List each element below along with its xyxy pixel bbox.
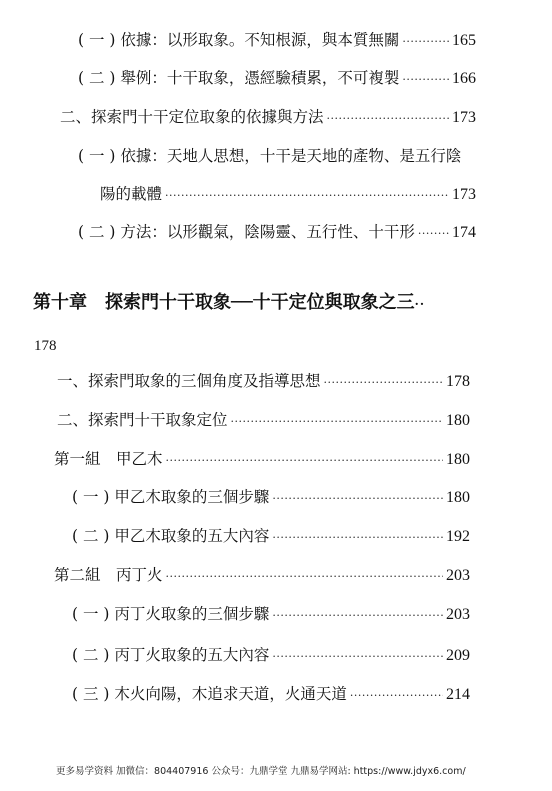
leader-dots xyxy=(231,412,443,432)
entry-text: ( 一 ) 依據：以形取象。不知根源，與本質無關 xyxy=(78,31,400,49)
page-number: 173 xyxy=(452,186,476,203)
toc-entry-4-line1 xyxy=(78,146,461,166)
leader-dots xyxy=(166,567,443,587)
page-number: 174 xyxy=(452,224,476,241)
entry-text: 第二組 丙丁火 xyxy=(54,566,163,584)
page-number: 180 xyxy=(446,412,470,429)
leader-dots xyxy=(402,32,449,52)
toc-entry-11 xyxy=(54,565,470,587)
page-number: 180 xyxy=(446,489,470,506)
page-number: 166 xyxy=(452,70,476,87)
entry-text: ( 一 ) 依據：天地人思想，十干是天地的產物、是五行陰 xyxy=(78,147,462,165)
footer-watermark: 更多易学资料 加微信：804407916 公众号：九鼎学堂 九鼎易学网站: https://www.jdyx6.com/ xyxy=(56,766,466,777)
entry-text: ( 二 ) 方法：以形觀氣，陰陽靈、五行性、十干形 xyxy=(78,223,415,241)
toc-entry-13 xyxy=(72,645,470,667)
entry-text: ( 二 ) 丙丁火取象的五大內容 xyxy=(72,646,270,664)
toc-entry-7 xyxy=(57,410,470,432)
toc-entry-10 xyxy=(72,526,470,548)
toc-entry-1 xyxy=(78,30,476,52)
page-number: 214 xyxy=(446,686,470,703)
toc-entry-6 xyxy=(57,371,470,393)
leader-dots xyxy=(402,70,449,90)
entry-text: 第一組 甲乙木 xyxy=(54,450,163,468)
leader-dots xyxy=(324,373,443,393)
toc-entry-5 xyxy=(78,222,476,244)
entry-text: ( 一 ) 甲乙木取象的三個步驟 xyxy=(72,488,270,506)
page-number: 178 xyxy=(446,373,470,390)
leader-dots xyxy=(166,451,443,471)
chapter-heading xyxy=(33,288,425,314)
toc-entry-12 xyxy=(72,604,470,626)
toc-entry-4-line2 xyxy=(100,184,476,206)
entry-text: ( 三 ) 木火向陽，木追求天道，火通天道 xyxy=(72,685,347,703)
page-number: 209 xyxy=(446,647,470,664)
toc-entry-14 xyxy=(72,684,470,706)
toc-entry-9 xyxy=(72,487,470,509)
leader-dots xyxy=(272,606,443,626)
chapter-title: 第十章 探索門十干取象──十干定位與取象之三 xyxy=(33,292,415,313)
toc-entry-2 xyxy=(78,68,476,90)
page-number: 165 xyxy=(452,32,476,49)
leader-dots xyxy=(165,186,449,206)
entry-text: 二、探索門十干取象定位 xyxy=(57,411,228,429)
entry-text: 二、探索門十干定位取象的依據與方法 xyxy=(60,108,324,126)
page-number: 203 xyxy=(446,606,470,623)
leader-dots xyxy=(272,647,443,667)
leader-dots xyxy=(418,224,449,244)
page-number: 192 xyxy=(446,528,470,545)
entry-text-continued: 陽的載體 xyxy=(100,185,163,203)
entry-text: ( 二 ) 舉例：十干取象，憑經驗積累，不可複製 xyxy=(78,69,400,87)
chapter-leader: ·· xyxy=(414,297,426,311)
leader-dots xyxy=(272,489,443,509)
leader-dots xyxy=(327,109,449,129)
chapter-page-number: 178 xyxy=(34,338,57,354)
entry-text: 一、探索門取象的三個角度及指導思想 xyxy=(57,372,321,390)
leader-dots xyxy=(272,528,443,548)
leader-dots xyxy=(350,686,443,706)
toc-entry-3 xyxy=(60,107,476,129)
page-number: 173 xyxy=(452,109,476,126)
page-number: 180 xyxy=(446,451,470,468)
entry-text: ( 二 ) 甲乙木取象的五大內容 xyxy=(72,527,270,545)
page-number: 203 xyxy=(446,567,470,584)
entry-text: ( 一 ) 丙丁火取象的三個步驟 xyxy=(72,605,270,623)
toc-entry-8 xyxy=(54,449,470,471)
